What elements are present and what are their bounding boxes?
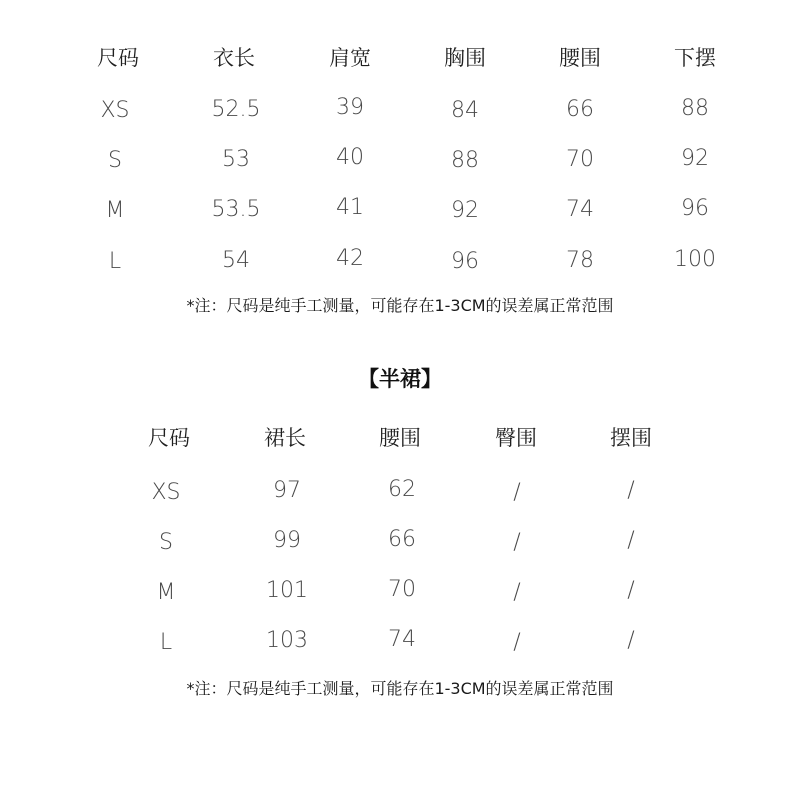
top-header-chest: 胸围 xyxy=(444,46,486,70)
table-cell: 100 xyxy=(674,247,716,272)
table-cell: 40 xyxy=(336,145,364,170)
top-header-size: 尺码 xyxy=(97,46,139,70)
table-cell: S xyxy=(108,148,122,173)
table-cell: / xyxy=(513,580,521,605)
table-cell: 53.5 xyxy=(211,197,261,222)
table-cell: 88 xyxy=(681,96,709,121)
skirt-header-waist: 腰围 xyxy=(379,426,421,450)
table-cell: 74 xyxy=(388,627,416,652)
skirt-header-size: 尺码 xyxy=(148,426,190,450)
table-cell: 84 xyxy=(451,98,479,123)
table-cell: / xyxy=(627,578,635,603)
table-cell: L xyxy=(108,249,122,274)
table-cell: 41 xyxy=(336,195,364,220)
table-cell: 66 xyxy=(388,527,416,552)
skirt-section-title: 【半裙】 xyxy=(358,367,442,391)
table-cell: 42 xyxy=(336,246,364,271)
table-cell: 92 xyxy=(681,146,709,171)
skirt-header-hip: 臀围 xyxy=(495,426,537,450)
table-cell: L xyxy=(159,630,173,655)
table-cell: 97 xyxy=(273,478,301,503)
top-header-shoulder: 肩宽 xyxy=(329,46,371,70)
table-cell: 92 xyxy=(451,198,479,223)
skirt-measurement-note: *注：尺码是纯手工测量，可能存在1-3CM的误差属正常范围 xyxy=(186,679,614,698)
table-cell: 96 xyxy=(681,196,709,221)
table-cell: / xyxy=(513,630,521,655)
table-cell: 70 xyxy=(388,577,416,602)
top-measurement-note: *注：尺码是纯手工测量，可能存在1-3CM的误差属正常范围 xyxy=(186,296,614,315)
table-cell: 103 xyxy=(266,628,308,653)
table-cell: 52.5 xyxy=(211,97,261,122)
table-cell: 101 xyxy=(266,578,308,603)
skirt-header-length: 裙长 xyxy=(264,426,306,450)
table-cell: 39 xyxy=(336,95,364,120)
table-cell: XS xyxy=(100,98,130,123)
table-cell: S xyxy=(159,530,173,555)
table-cell: 70 xyxy=(566,147,594,172)
table-cell: 99 xyxy=(273,528,301,553)
skirt-header-hem: 摆围 xyxy=(610,426,652,450)
table-cell: XS xyxy=(151,480,181,505)
table-cell: / xyxy=(627,628,635,653)
table-cell: 78 xyxy=(566,248,594,273)
top-header-waist: 腰围 xyxy=(559,46,601,70)
table-cell: M xyxy=(156,580,176,605)
top-header-length: 衣长 xyxy=(213,46,255,70)
table-cell: 62 xyxy=(388,477,416,502)
table-cell: 74 xyxy=(566,197,594,222)
table-cell: M xyxy=(105,198,125,223)
table-cell: 96 xyxy=(451,249,479,274)
table-cell: 66 xyxy=(566,97,594,122)
table-cell: 53 xyxy=(222,147,250,172)
table-cell: / xyxy=(627,478,635,503)
top-header-hem: 下摆 xyxy=(674,46,716,70)
table-cell: / xyxy=(513,480,521,505)
table-cell: / xyxy=(513,530,521,555)
table-cell: 54 xyxy=(222,248,250,273)
table-cell: 88 xyxy=(451,148,479,173)
table-cell: / xyxy=(627,528,635,553)
